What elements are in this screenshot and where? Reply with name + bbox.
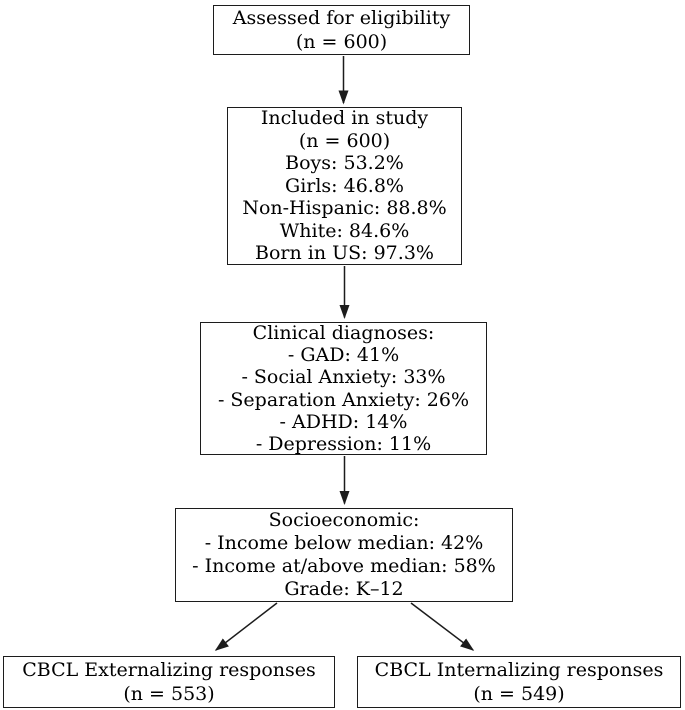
box-line: Included in study bbox=[260, 107, 429, 130]
flow-box-clinical-diagnoses bbox=[200, 322, 487, 455]
box-line: - Separation Anxiety: 26% bbox=[217, 388, 470, 411]
box-line: - GAD: 41% bbox=[287, 344, 400, 367]
box-line: - Depression: 11% bbox=[255, 432, 432, 455]
box-line: Non-Hispanic: 88.8% bbox=[242, 197, 447, 220]
box-line: (n = 600) bbox=[295, 31, 388, 53]
box-line: (n = 553) bbox=[123, 683, 215, 705]
box-line: - Income at/above median: 58% bbox=[192, 555, 496, 577]
box-line: Boys: 53.2% bbox=[285, 152, 404, 175]
flow-box-included-in-study bbox=[227, 107, 462, 265]
box-line: Assessed for eligibility bbox=[232, 7, 451, 29]
box-line: Clinical diagnoses: bbox=[252, 321, 435, 344]
box-line: Born in US: 97.3% bbox=[255, 242, 434, 265]
arrow-socioeconomic-to-externalizing bbox=[216, 603, 277, 650]
flow-box-socioeconomic bbox=[175, 508, 513, 602]
box-line: Girls: 46.8% bbox=[285, 174, 404, 197]
box-line: CBCL Internalizing responses bbox=[374, 659, 664, 681]
box-line: - Income below median: 42% bbox=[204, 532, 484, 554]
box-line: Socioeconomic: bbox=[268, 509, 420, 531]
box-line: - ADHD: 14% bbox=[279, 410, 408, 433]
box-line: (n = 600) bbox=[298, 129, 391, 152]
flow-box-cbcl-externalizing bbox=[3, 656, 335, 708]
box-line: (n = 549) bbox=[473, 683, 565, 705]
box-line: CBCL Externalizing responses bbox=[22, 659, 316, 681]
box-line: - Social Anxiety: 33% bbox=[241, 366, 446, 389]
arrow-socioeconomic-to-internalizing bbox=[411, 603, 473, 650]
box-line: Grade: K–12 bbox=[284, 578, 404, 600]
box-line: White: 84.6% bbox=[279, 219, 410, 242]
flow-box-assessed-for-eligibility bbox=[213, 5, 470, 55]
flow-box-cbcl-internalizing bbox=[357, 656, 681, 708]
